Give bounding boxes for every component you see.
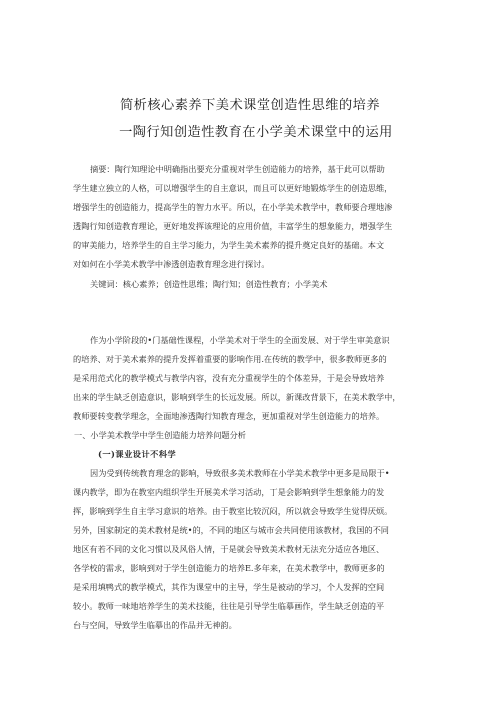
intro-line: 教师要转变教学理念，全面地渗透陶行知教育理念，更加重视对学生创造能力的培养。 [73,411,385,421]
body-line: 挥，影响到学生自主学习意识的培养。由于教室比较沉闷，所以就会导致学生觉得厌烦。 [73,506,393,516]
intro-line: 作为小学阶段的•门基础性课程，小学美术对于学生的全面发展、对于学生审美意识 [90,335,390,345]
document-title: 简析核心素养下美术课堂创造性思维的培养 [119,98,381,113]
body-line: 因为受到传统教育理念的影响，导致很多美术教师在小学美术教学中更多是局限于• [90,468,390,478]
abstract-line: 对如何在小学美术教学中渗透创造教育理念进行探讨。 [73,259,270,269]
body-line: 各学校的需求，影响到对于学生创造能力的培养E.多年来，在美术教学中，教师更多的 [73,563,385,573]
body-line: 另外，国家制定的美术教材是统•的，不同的地区与城市会共同使用该教材，我国的不同 [73,525,389,535]
intro-line: 是采用范式化的教学模式与教学内容，没有充分重视学生的个体差异，于是会导致培养 [73,373,385,383]
document-subtitle: 一陶行知创造性教育在小学美术课堂中的运用 [119,125,393,140]
keywords: 关键词：核心素养；创造性思维；陶行知；创造性教育；小学美术 [90,279,328,289]
abstract-line: 增强学生的创造能力，提高学生的智力水平。所以，在小学美术教学中，教师要合理地渗 [73,202,393,212]
section-heading: 一、小学美术教学中学生创造能力培养问题分析 [74,430,246,440]
body-line: 台与空间，导致学生临摹出的作品并无神韵。 [73,620,237,630]
abstract-line: 的审美能力，培养学生的自主学习能力，为学生美术素养的提升奠定良好的基础。本文 [73,240,385,250]
intro-line: 的培养、对于美术素养的提升发挥着重要的影响作用.在传统的教学中，很多教师更多的 [73,354,387,364]
intro-line: 出来的学生缺乏创造意识，影响到学生的长远发展。所以，新课改背景下，在美术教学中， [73,392,401,402]
body-line: 地区有若不同的文化习惯以及风俗人情，于是就会导致美术教材无法充分适应各地区、 [73,544,385,554]
abstract-line: 透陶行知创造教育理论，更好地发挥该理论的应用价值，丰富学生的想象能力，增强学生 [73,221,393,231]
subsection-heading: (一)课业设计不科学 [98,449,177,459]
body-line: 课内教学，即为在教室内组织学生开展美术学习活动，丁是会影响到学生想象能力的发 [73,487,385,497]
abstract-line: 学生建立独立的人格，可以增强学生的自主意识，而且可以更好地锻炼学生的创造思维， [73,183,393,193]
body-line: 较小。教师一味地培养学生的美术技能，往往是引导学生临摹画作，学生缺乏创造的平 [73,601,385,611]
abstract-line: 摘要：陶行知理论中明确指出要充分重视对学生创造能力的培养，基于此可以帮助 [90,164,385,174]
body-line: 是采用填鸭式的教学模式，其作为课堂中的主导，学生是被动的学习，个人发挥的空间 [73,582,385,592]
